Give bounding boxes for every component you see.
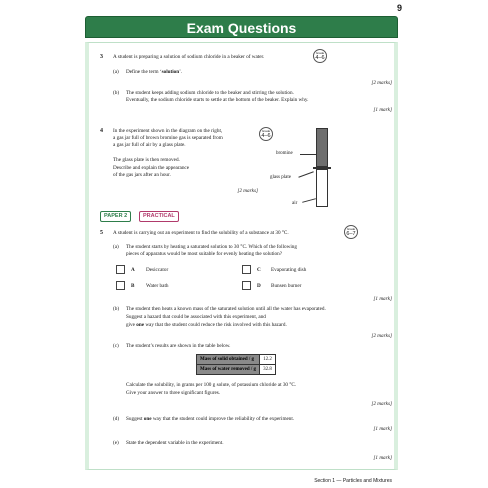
q4-line5: Describe and explain the appearance <box>113 165 190 171</box>
q5b-line3-bold: one <box>136 322 145 328</box>
question-4-number: 4 <box>100 128 103 134</box>
q5b-line3 <box>126 322 287 329</box>
bromine-gas-jar <box>316 128 328 167</box>
results-table <box>196 354 276 375</box>
table-row <box>197 365 276 375</box>
footer-section-label: Section 1 — Particles and Mixtures <box>314 478 392 484</box>
header-band <box>85 16 398 38</box>
q4-line2: a gas jar full of brown bromine gas is separated from <box>113 135 223 141</box>
q3a-prefix: Define the term ‘ <box>126 69 162 75</box>
q5b-line1: The student then heats a known mass of the saturated solution until all the water has evaporated. <box>126 306 326 312</box>
air-label: air <box>292 201 298 206</box>
bromine-label: bromine <box>276 151 293 156</box>
q5d-prefix: Suggest <box>126 416 144 422</box>
option-d-text: Bunsen burner <box>271 283 302 289</box>
grade-value: 4–6 <box>315 55 325 61</box>
table-header-cell: Mass of water removed / g <box>197 365 260 375</box>
option-b-text: Water bath <box>146 283 169 289</box>
q5c-label: (c) <box>113 343 119 349</box>
grade-badge-q5 <box>344 225 358 239</box>
q3b-line2: Eventually, the sodium chloride starts to settle at the bottom of the beaker. Explain why. <box>126 97 309 103</box>
q5c-marks: [2 marks] <box>371 401 392 407</box>
option-c-text: Evaporating dish <box>271 267 307 273</box>
table-value-cell: 32.8 <box>260 365 276 375</box>
grade-badge-q4 <box>259 127 273 141</box>
q4-line1: In the experiment shown in the diagram on the right, <box>113 128 223 134</box>
question-3-stem: A student is preparing a solution of sodium chloride in a beaker of water. <box>113 54 265 60</box>
grade-label: Grade <box>315 51 325 55</box>
q4-line3: a gas jar full of air by a glass plate. <box>113 142 186 148</box>
q5b-line3-suffix: way that the student could reduce the risk involved with this hazard. <box>144 322 287 328</box>
grade-label: Grade <box>346 227 356 231</box>
q3a-suffix: ’. <box>179 69 183 75</box>
bromine-leader-line <box>300 154 316 155</box>
page-number: 9 <box>396 3 402 13</box>
q3a-marks: [2 marks] <box>371 80 392 86</box>
paper-2-tag: PAPER 2 <box>100 211 131 222</box>
q4-line4: The glass plate is then removed. <box>113 157 180 163</box>
q5e-marks: [1 mark] <box>373 455 392 461</box>
option-b-checkbox[interactable] <box>116 281 125 290</box>
q5d-label: (d) <box>113 416 120 422</box>
grade-badge-q3 <box>313 49 327 63</box>
option-a-checkbox[interactable] <box>116 265 125 274</box>
option-a-text: Desiccator <box>146 267 169 273</box>
q5d-bold: one <box>143 416 152 422</box>
q5a-label: (a) <box>113 244 119 250</box>
q5d-text <box>126 416 294 423</box>
q5a-line2: pieces of apparatus would be most suitable for evenly heating the solution? <box>126 251 283 257</box>
option-d-checkbox[interactable] <box>242 281 251 290</box>
q5d-marks: [1 mark] <box>373 426 392 432</box>
q3b-marks: [1 mark] <box>373 107 392 113</box>
table-row <box>197 355 276 365</box>
q5d-suffix: way that the student could improve the reliability of the experiment. <box>151 416 295 422</box>
q4-line6: of the gas jars after an hour. <box>113 172 171 178</box>
table-value-cell: 12.2 <box>260 355 276 365</box>
option-b-letter: B <box>131 283 135 289</box>
q5a-marks: [1 mark] <box>373 296 392 302</box>
q3a-term: solution <box>161 69 180 75</box>
q3b-label: (b) <box>113 90 120 96</box>
air-gas-jar <box>316 169 328 207</box>
q3b-line1: The student keeps adding sodium chloride to the beaker and stirring the solution. <box>126 90 294 96</box>
q5-stem: A student is carrying out an experiment to find the solubility of a substance at 30 °C. <box>113 230 289 236</box>
q5b-label: (b) <box>113 306 120 312</box>
option-c-checkbox[interactable] <box>242 265 251 274</box>
q5a-line1: The student starts by heating a saturated solution to 30 °C. Which of the following <box>126 244 297 250</box>
q5b-line3-prefix: give <box>126 322 137 328</box>
q4-marks: [2 marks] <box>237 188 258 194</box>
practical-tag: PRACTICAL <box>139 211 179 222</box>
table-header-cell: Mass of solid obtained / g <box>197 355 260 365</box>
q5b-marks: [2 marks] <box>371 333 392 339</box>
grade-label: Grade <box>261 129 271 133</box>
grade-value: 6–7 <box>346 231 356 237</box>
grade-value: 4–6 <box>261 133 271 139</box>
option-c-letter: C <box>257 267 261 273</box>
page-title: Exam Questions <box>186 20 297 36</box>
q5e-label: (e) <box>113 440 119 446</box>
q5c-line3: Give your answer to three significant figures. <box>126 390 221 396</box>
question-5-number: 5 <box>100 230 103 236</box>
q5e-text: State the dependent variable in the experiment. <box>126 440 224 446</box>
q5c-line1: The student’s results are shown in the table below. <box>126 343 231 349</box>
option-d-letter: D <box>257 283 261 289</box>
q3a-label: (a) <box>113 69 119 75</box>
q5b-line2: Suggest a hazard that could be associated with this experiment, and <box>126 314 266 320</box>
question-3-number: 3 <box>100 54 103 60</box>
q3a-text <box>126 69 182 76</box>
option-a-letter: A <box>131 267 135 273</box>
q5c-line2: Calculate the solubility, in grams per 100 g solute, of potassium chloride at 30 °C. <box>126 382 297 388</box>
glass-plate-label: glass plate <box>270 175 291 180</box>
